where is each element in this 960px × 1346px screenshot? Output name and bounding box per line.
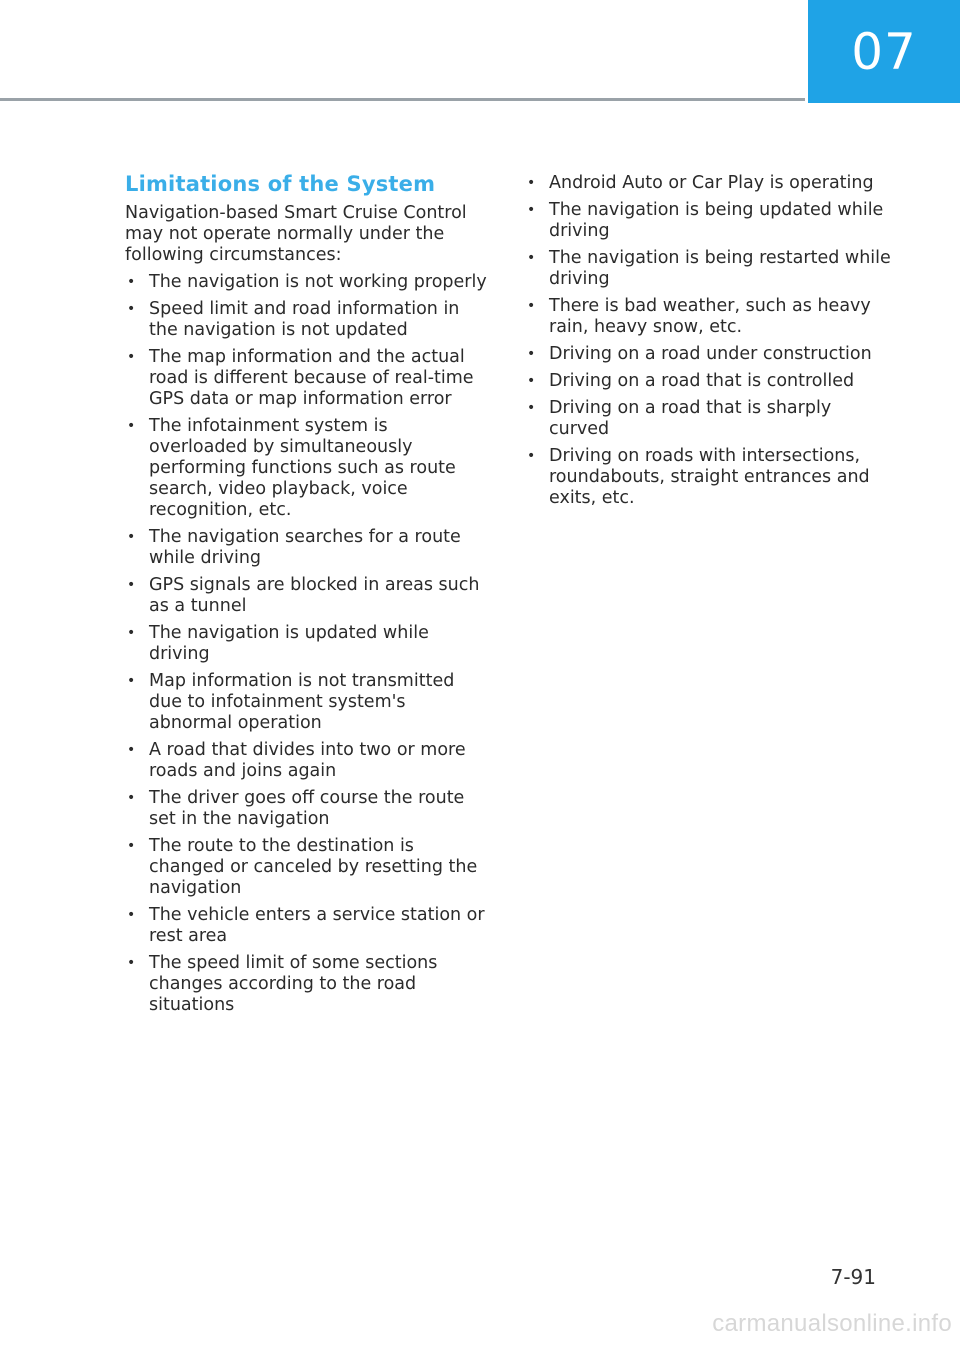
bullet-icon: • <box>127 907 136 923</box>
bullet-icon: • <box>527 202 536 218</box>
list-item: • Driving on a road that is controlled <box>527 371 855 391</box>
watermark: carmanualsonline.info <box>712 1310 952 1337</box>
list-item: • The navigation is not working properly <box>127 272 487 292</box>
list-item: • Map information is not transmitted due to infotainment system's abnormal operation <box>127 671 455 733</box>
left-column <box>125 170 490 1022</box>
right-column <box>525 173 893 515</box>
left-bullet-list <box>125 272 490 1016</box>
list-item: • The navigation is being updated while driving <box>527 200 884 241</box>
bullet-icon: • <box>127 529 136 545</box>
bullet-icon: • <box>127 673 136 689</box>
section-title: Limitations of the System <box>125 172 436 196</box>
bullet-icon: • <box>127 625 136 641</box>
list-item: • The vehicle enters a service station or rest area <box>127 905 485 946</box>
list-item: • Driving on roads with intersections, roundabouts, straight entrances and exits, etc. <box>527 446 870 508</box>
page-number: 7-91 <box>830 1265 876 1289</box>
list-item: • The navigation is being restarted while driving <box>527 248 891 289</box>
bullet-icon: • <box>527 400 536 416</box>
bullet-icon: • <box>127 742 136 758</box>
list-item: • The infotainment system is overloaded by simultaneously performing functions such as route search, video playback, voice recognition, etc. <box>127 416 456 520</box>
header-rule <box>0 98 805 101</box>
list-item: • A road that divides into two or more roads and joins again <box>127 740 466 781</box>
list-item: • Speed limit and road information in the navigation is not updated <box>127 299 460 340</box>
bullet-icon: • <box>127 577 136 593</box>
bullet-icon: • <box>527 250 536 266</box>
bullet-icon: • <box>527 346 536 362</box>
list-item: • Driving on a road that is sharply curved <box>527 398 832 439</box>
bullet-icon: • <box>527 298 536 314</box>
list-item: • The navigation searches for a route while driving <box>127 527 461 568</box>
bullet-icon: • <box>127 790 136 806</box>
list-item: • GPS signals are blocked in areas such as a tunnel <box>127 575 480 616</box>
chapter-tab: 07 <box>808 0 960 103</box>
right-bullet-list <box>525 173 893 509</box>
bullet-icon: • <box>127 274 136 290</box>
list-item: • The map information and the actual road is different because of real-time GPS data or map information error <box>127 347 474 409</box>
list-item: • The speed limit of some sections changes according to the road situations <box>127 953 438 1015</box>
bullet-icon: • <box>527 373 536 389</box>
list-item: • The route to the destination is changed or canceled by resetting the navigation <box>127 836 478 898</box>
bullet-icon: • <box>127 838 136 854</box>
section-intro: Navigation-based Smart Cruise Control may not operate normally under the following circumstances: <box>125 203 467 265</box>
bullet-icon: • <box>127 955 136 971</box>
bullet-icon: • <box>127 418 136 434</box>
bullet-icon: • <box>127 301 136 317</box>
list-item: • The navigation is updated while driving <box>127 623 429 664</box>
bullet-icon: • <box>127 349 136 365</box>
list-item: • The driver goes off course the route set in the navigation <box>127 788 465 829</box>
bullet-icon: • <box>527 175 536 191</box>
list-item: • Android Auto or Car Play is operating <box>527 173 874 193</box>
list-item: • Driving on a road under construction <box>527 344 872 364</box>
bullet-icon: • <box>527 448 536 464</box>
list-item: • There is bad weather, such as heavy rain, heavy snow, etc. <box>527 296 871 337</box>
